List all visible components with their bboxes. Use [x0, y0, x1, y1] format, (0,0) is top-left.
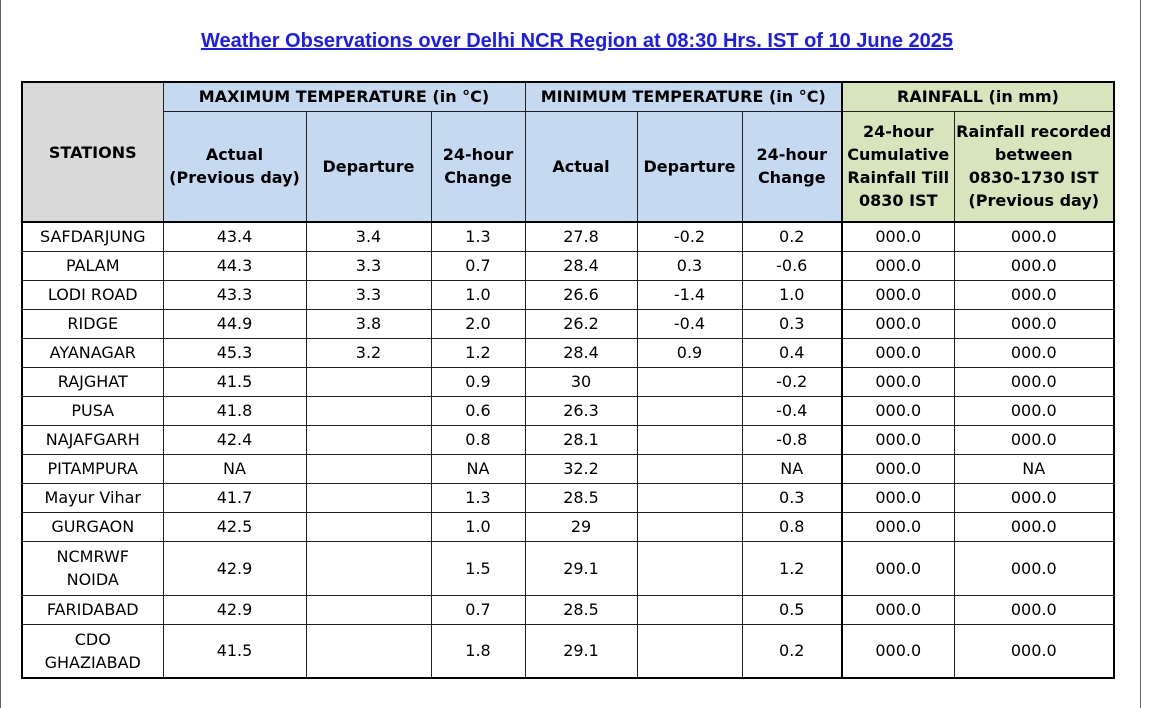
max-departure-header: Departure: [306, 111, 431, 222]
max-temp-header: MAXIMUM TEMPERATURE (in °C): [163, 82, 525, 111]
min-actual-cell: 26.3: [525, 396, 637, 425]
rain-cum-cell: 000.0: [842, 624, 954, 678]
table-row: [22, 483, 1114, 512]
rain-rec-cell: 000.0: [954, 338, 1114, 367]
max-actual-cell: 41.7: [163, 483, 306, 512]
min-actual-cell: 30: [525, 367, 637, 396]
rain-rec-cell: 000.0: [954, 483, 1114, 512]
min-actual-cell: 29.1: [525, 541, 637, 595]
min-departure-cell: [637, 396, 742, 425]
table-row: [22, 454, 1114, 483]
min-actual-cell: 28.4: [525, 251, 637, 280]
min-departure-cell: [637, 367, 742, 396]
rain-rec-cell: 000.0: [954, 541, 1114, 595]
rain-rec-cell: 000.0: [954, 624, 1114, 678]
min-change-cell: 0.2: [742, 222, 842, 251]
max-change-cell: 2.0: [431, 309, 525, 338]
table-row: [22, 280, 1114, 309]
min-departure-cell: [637, 624, 742, 678]
max-change-header: 24-hour Change: [431, 111, 525, 222]
max-change-cell: 0.7: [431, 595, 525, 624]
table-row: [22, 425, 1114, 454]
min-actual-cell: 29.1: [525, 624, 637, 678]
rain-rec-cell: 000.0: [954, 396, 1114, 425]
rain-cum-cell: 000.0: [842, 454, 954, 483]
rain-rec-cell: 000.0: [954, 222, 1114, 251]
min-change-cell: NA: [742, 454, 842, 483]
station-name: PUSA: [22, 396, 163, 425]
max-actual-cell: 43.4: [163, 222, 306, 251]
min-change-cell: 0.8: [742, 512, 842, 541]
rain-rec-cell: 000.0: [954, 425, 1114, 454]
stations-header: STATIONS: [22, 82, 163, 222]
max-change-cell: 1.2: [431, 338, 525, 367]
rain-cum-cell: 000.0: [842, 512, 954, 541]
max-departure-cell: [306, 595, 431, 624]
max-actual-cell: 41.5: [163, 624, 306, 678]
max-change-cell: 0.8: [431, 425, 525, 454]
min-change-cell: 0.3: [742, 483, 842, 512]
min-change-cell: 0.5: [742, 595, 842, 624]
max-departure-cell: [306, 396, 431, 425]
station-name: PALAM: [22, 251, 163, 280]
max-change-cell: 0.6: [431, 396, 525, 425]
min-temp-header: MINIMUM TEMPERATURE (in °C): [525, 82, 842, 111]
max-change-cell: NA: [431, 454, 525, 483]
station-name: GURGAON: [22, 512, 163, 541]
min-departure-cell: 0.9: [637, 338, 742, 367]
table-row: [22, 251, 1114, 280]
station-name: FARIDABAD: [22, 595, 163, 624]
rain-cum-cell: 000.0: [842, 541, 954, 595]
max-departure-cell: 3.3: [306, 251, 431, 280]
max-actual-cell: 41.8: [163, 396, 306, 425]
min-actual-cell: 28.5: [525, 483, 637, 512]
max-departure-cell: 3.3: [306, 280, 431, 309]
min-departure-cell: [637, 454, 742, 483]
min-departure-cell: [637, 541, 742, 595]
min-change-cell: 1.2: [742, 541, 842, 595]
max-departure-cell: 3.4: [306, 222, 431, 251]
max-departure-cell: [306, 512, 431, 541]
rain-cumulative-header: 24-hour Cumulative Rainfall Till 0830 IST: [842, 111, 954, 222]
min-change-cell: -0.6: [742, 251, 842, 280]
table-row: [22, 595, 1114, 624]
min-change-cell: 0.3: [742, 309, 842, 338]
max-change-cell: 1.3: [431, 483, 525, 512]
rain-rec-cell: 000.0: [954, 512, 1114, 541]
rain-cum-cell: 000.0: [842, 595, 954, 624]
rain-cum-cell: 000.0: [842, 280, 954, 309]
max-change-cell: 1.5: [431, 541, 525, 595]
rain-rec-cell: 000.0: [954, 309, 1114, 338]
max-departure-cell: [306, 483, 431, 512]
max-departure-cell: [306, 425, 431, 454]
max-actual-cell: 44.9: [163, 309, 306, 338]
rain-cum-cell: 000.0: [842, 251, 954, 280]
rain-rec-cell: NA: [954, 454, 1114, 483]
weather-observations-table: [21, 81, 1115, 679]
min-actual-cell: 28.1: [525, 425, 637, 454]
min-departure-header: Departure: [637, 111, 742, 222]
max-change-cell: 1.3: [431, 222, 525, 251]
min-departure-cell: [637, 512, 742, 541]
max-actual-cell: 44.3: [163, 251, 306, 280]
max-departure-cell: [306, 367, 431, 396]
min-departure-cell: 0.3: [637, 251, 742, 280]
table-row: [22, 338, 1114, 367]
rainfall-header: RAINFALL (in mm): [842, 82, 1114, 111]
min-change-header: 24-hour Change: [742, 111, 842, 222]
min-actual-cell: 28.4: [525, 338, 637, 367]
min-actual-cell: 28.5: [525, 595, 637, 624]
max-actual-cell: 42.4: [163, 425, 306, 454]
rain-recorded-header: Rainfall recorded between 0830-1730 IST (Previous day): [954, 111, 1114, 222]
min-actual-cell: 26.6: [525, 280, 637, 309]
table-body: [22, 222, 1114, 678]
max-change-cell: 1.8: [431, 624, 525, 678]
table-row: [22, 222, 1114, 251]
min-departure-cell: -1.4: [637, 280, 742, 309]
min-departure-cell: [637, 425, 742, 454]
rain-cum-cell: 000.0: [842, 338, 954, 367]
max-actual-cell: 42.5: [163, 512, 306, 541]
min-actual-cell: 32.2: [525, 454, 637, 483]
rain-rec-cell: 000.0: [954, 367, 1114, 396]
rain-cum-cell: 000.0: [842, 222, 954, 251]
min-departure-cell: -0.4: [637, 309, 742, 338]
min-change-cell: -0.2: [742, 367, 842, 396]
min-change-cell: 0.4: [742, 338, 842, 367]
rain-rec-cell: 000.0: [954, 280, 1114, 309]
station-name: SAFDARJUNG: [22, 222, 163, 251]
station-name: PITAMPURA: [22, 454, 163, 483]
rain-cum-cell: 000.0: [842, 309, 954, 338]
station-name: NCMRWF NOIDA: [22, 541, 163, 595]
rain-cum-cell: 000.0: [842, 483, 954, 512]
max-departure-cell: 3.2: [306, 338, 431, 367]
station-name: AYANAGAR: [22, 338, 163, 367]
rain-cum-cell: 000.0: [842, 396, 954, 425]
min-departure-cell: [637, 483, 742, 512]
station-name: Mayur Vihar: [22, 483, 163, 512]
min-change-cell: 0.2: [742, 624, 842, 678]
max-change-cell: 0.7: [431, 251, 525, 280]
station-name: NAJAFGARH: [22, 425, 163, 454]
max-departure-cell: [306, 454, 431, 483]
max-actual-cell: 41.5: [163, 367, 306, 396]
rain-cum-cell: 000.0: [842, 425, 954, 454]
max-actual-cell: 42.9: [163, 595, 306, 624]
table-row: [22, 396, 1114, 425]
rain-rec-cell: 000.0: [954, 595, 1114, 624]
station-name: CDO GHAZIABAD: [22, 624, 163, 678]
max-actual-cell: NA: [163, 454, 306, 483]
min-actual-header: Actual: [525, 111, 637, 222]
rain-rec-cell: 000.0: [954, 251, 1114, 280]
min-change-cell: -0.4: [742, 396, 842, 425]
table-row: [22, 541, 1114, 595]
max-actual-cell: 43.3: [163, 280, 306, 309]
table-row: [22, 512, 1114, 541]
max-departure-cell: [306, 541, 431, 595]
station-name: LODI ROAD: [22, 280, 163, 309]
min-change-cell: 1.0: [742, 280, 842, 309]
min-departure-cell: [637, 595, 742, 624]
max-actual-header: Actual (Previous day): [163, 111, 306, 222]
max-departure-cell: [306, 624, 431, 678]
max-change-cell: 1.0: [431, 512, 525, 541]
max-actual-cell: 42.9: [163, 541, 306, 595]
station-name: RIDGE: [22, 309, 163, 338]
max-change-cell: 0.9: [431, 367, 525, 396]
table-row: [22, 309, 1114, 338]
min-departure-cell: -0.2: [637, 222, 742, 251]
max-departure-cell: 3.8: [306, 309, 431, 338]
min-actual-cell: 27.8: [525, 222, 637, 251]
max-actual-cell: 45.3: [163, 338, 306, 367]
station-name: RAJGHAT: [22, 367, 163, 396]
table-row: [22, 367, 1114, 396]
page-title: Weather Observations over Delhi NCR Region at 08:30 Hrs. IST of 10 June 2025: [200, 30, 954, 52]
min-actual-cell: 29: [525, 512, 637, 541]
max-change-cell: 1.0: [431, 280, 525, 309]
table-row: [22, 624, 1114, 678]
rain-cum-cell: 000.0: [842, 367, 954, 396]
min-change-cell: -0.8: [742, 425, 842, 454]
min-actual-cell: 26.2: [525, 309, 637, 338]
